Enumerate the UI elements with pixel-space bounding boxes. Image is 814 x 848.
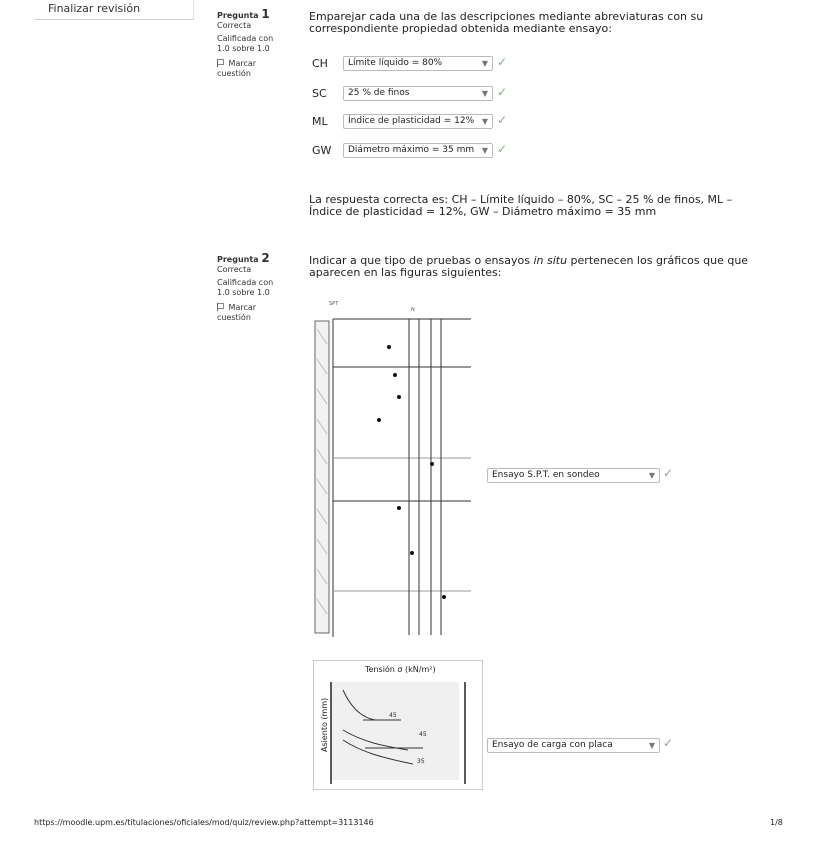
flag-icon: [217, 303, 224, 310]
check-icon: ✓: [663, 736, 674, 750]
match-select[interactable]: Diámetro máximo = 35 mm ▼: [343, 143, 493, 158]
flag-question-1[interactable]: Marcar cuestión: [217, 59, 257, 78]
answer-select-figure-1[interactable]: Ensayo S.P.T. en sondeo ▼: [487, 468, 660, 483]
question-1-grade: Calificada con 1.0 sobre 1.0: [217, 34, 274, 53]
match-select[interactable]: 25 % de finos ▼: [343, 86, 493, 101]
finish-review-link[interactable]: Finalizar revisión: [48, 2, 141, 15]
match-abbr: SC: [312, 87, 327, 100]
spt-borehole-figure: [311, 299, 491, 639]
spt-points: [377, 345, 446, 599]
chart2-ylabel: Asiento (mm): [320, 697, 329, 752]
question-1-text: Emparejar cada una de las descripciones mediante abreviaturas con su correspondiente propiedad obtenida mediante ensayo:: [309, 10, 704, 35]
chevron-down-icon: ▼: [648, 471, 655, 480]
question-1-status: Correcta: [217, 21, 252, 30]
chart2-label: 45: [389, 712, 397, 719]
footer-url: https://moodle.upm.es/titulaciones/oficiales/mod/quiz/review.php?attempt=3113146: [34, 818, 374, 827]
match-abbr: GW: [312, 144, 332, 157]
chevron-down-icon: ▼: [481, 146, 488, 155]
svg-text:SPT: SPT: [329, 301, 339, 307]
chevron-down-icon: ▼: [481, 89, 488, 98]
check-icon: ✓: [497, 113, 508, 127]
borehole-column: [315, 321, 329, 633]
question-2-text: Indicar a que tipo de pruebas o ensayos in situ pertenecen los gráficos que que aparecen en las figuras siguientes:: [309, 254, 749, 279]
match-abbr: ML: [312, 115, 328, 128]
match-abbr: CH: [312, 57, 328, 70]
chart2-label: 45: [419, 731, 427, 738]
question-1-right-answer: La respuesta correcta es: CH – Límite líquido – 80%, SC – 25 % de finos, ML – Índice de plasticidad = 12%, GW – Diámetro máximo = 35 mm: [309, 193, 733, 218]
check-icon: ✓: [497, 85, 508, 99]
footer-page-number: 1/8: [770, 818, 783, 827]
match-select[interactable]: Índice de plasticidad = 12% ▼: [343, 114, 493, 129]
check-icon: ✓: [497, 55, 508, 69]
plate-load-figure: [313, 660, 483, 790]
chart2-label: 35: [417, 758, 425, 765]
chevron-down-icon: ▼: [481, 117, 488, 126]
question-2-status: Correcta: [217, 265, 252, 274]
question-2-number: Pregunta 2: [217, 251, 270, 265]
question-1-number: Pregunta 1: [217, 7, 270, 21]
chevron-down-icon: ▼: [481, 59, 488, 68]
question-2-grade: Calificada con 1.0 sobre 1.0: [217, 278, 274, 297]
svg-text:N: N: [411, 307, 415, 313]
check-icon: ✓: [663, 466, 674, 480]
answer-select-figure-2[interactable]: Ensayo de carga con placa ▼: [487, 738, 660, 753]
flag-icon: [217, 59, 224, 66]
match-select[interactable]: Límite líquido = 80% ▼: [343, 56, 493, 71]
question-1-info: [217, 9, 307, 79]
chart2-title: Tensión σ (kN/m²): [365, 665, 436, 674]
check-icon: ✓: [497, 142, 508, 156]
sidebar-block: [34, 0, 194, 20]
flag-question-2[interactable]: Marcar cuestión: [217, 303, 257, 322]
question-2-info: [217, 253, 307, 323]
chevron-down-icon: ▼: [648, 741, 655, 750]
